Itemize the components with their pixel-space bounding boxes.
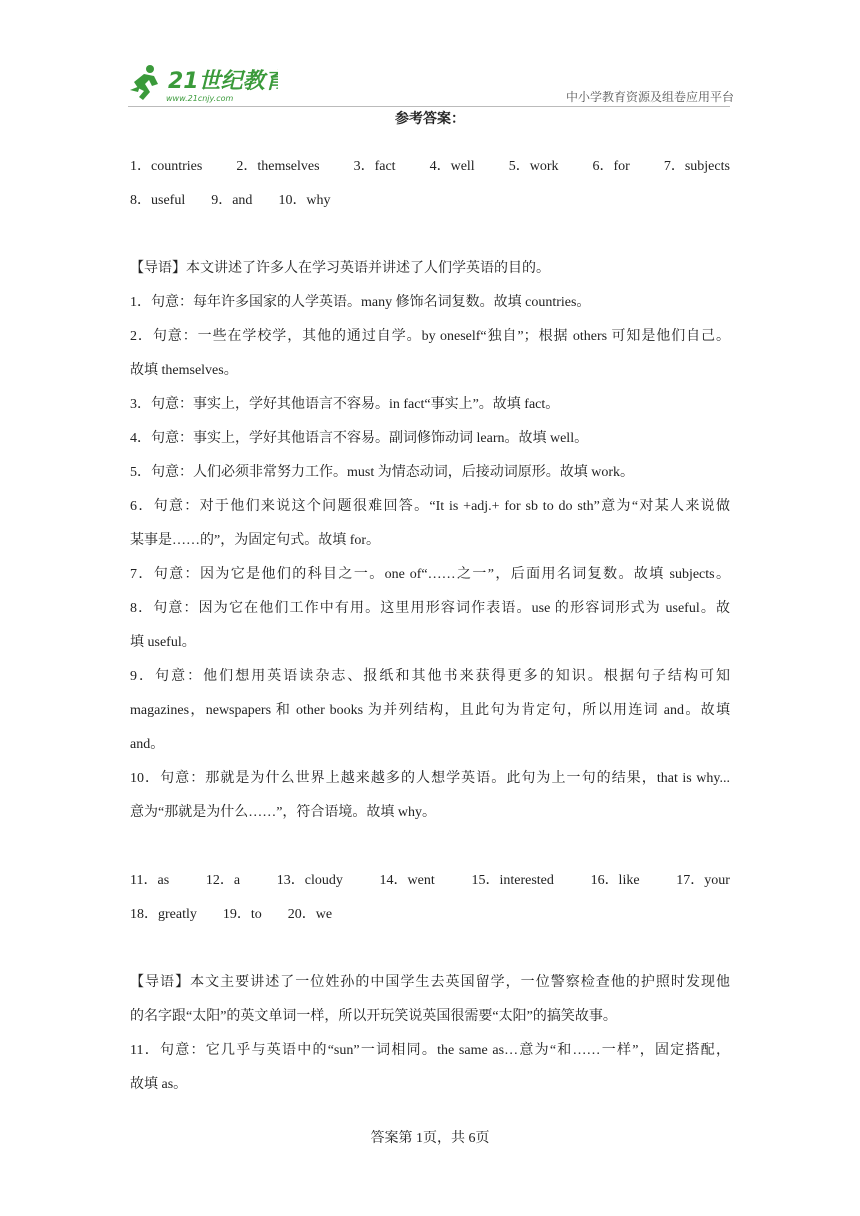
answer-item: 14．went bbox=[379, 873, 435, 888]
answer-item: 7．subjects bbox=[663, 159, 730, 174]
answer-row-3 bbox=[130, 864, 730, 898]
answer-item: 19．to bbox=[222, 907, 262, 922]
answer-item: 15．interested bbox=[471, 873, 554, 888]
explanation-line: 11．句意：它几乎与英语中的“sun”一词相同。the same as…意为“和……一样”，固定搭配， bbox=[130, 1043, 730, 1058]
site-logo bbox=[128, 62, 278, 106]
explanation-line: 故填 themselves。 bbox=[130, 363, 238, 378]
explanation-line: 5．句意：人们必须非常努力工作。must 为情态动词，后接动词原形。故填 work。 bbox=[130, 465, 634, 480]
explanation-line: 1．句意：每年许多国家的人学英语。many 修饰名词复数。故填 countries。 bbox=[130, 295, 591, 310]
explanation-line: 6．句意：对于他们来说这个问题很难回答。“It is +adj.+ for sb to do sth”意为“对某人来说做 bbox=[130, 499, 730, 514]
answer-row-2 bbox=[130, 184, 730, 218]
answer-item: 6．for bbox=[592, 159, 630, 174]
explanation-line: 意为“那就是为什么……”，符合语境。故填 why。 bbox=[130, 805, 437, 820]
answer-item: 9．and bbox=[211, 193, 253, 208]
answer-item: 8．useful bbox=[130, 193, 186, 208]
explanation-line: 故填 as。 bbox=[130, 1077, 188, 1092]
answer-item: 2．themselves bbox=[236, 159, 320, 174]
answer-item: 5．work bbox=[508, 159, 559, 174]
answer-item: 4．well bbox=[429, 159, 475, 174]
explanation-line: 【导语】本文讲述了许多人在学习英语并讲述了人们学英语的目的。 bbox=[130, 261, 550, 276]
answer-item: 3．fact bbox=[353, 159, 396, 174]
explanation-line: magazines，newspapers 和 other books 为并列结构，且此句为肯定句，所以用连词 and。故填 bbox=[130, 703, 730, 718]
explanation-line: 9．句意：他们想用英语读杂志、报纸和其他书来获得更多的知识。根据句子结构可知 bbox=[130, 669, 730, 684]
explanation-line: 【导语】本文主要讲述了一位姓孙的中国学生去英国留学，一位警察检查他的护照时发现他 bbox=[130, 975, 730, 990]
logo-url: www.21cnjy.com bbox=[166, 94, 234, 103]
answer-item: 1．countries bbox=[130, 159, 203, 174]
header-divider bbox=[128, 106, 730, 107]
explanation-line: 7．句意：因为它是他们的科目之一。one of“……之一”，后面用名词复数。故填 subjects。 bbox=[130, 567, 730, 582]
answer-item: 18．greatly bbox=[130, 907, 197, 922]
explanation-line: 8．句意：因为它在他们工作中有用。这里用形容词作表语。use 的形容词形式为 useful。故 bbox=[130, 601, 730, 616]
answer-row-4 bbox=[130, 898, 730, 932]
page-title: 参考答案： bbox=[395, 111, 465, 127]
answer-row-1 bbox=[130, 150, 730, 184]
explanation-line: 2．句意：一些在学校学，其他的通过自学。by oneself“独自”；根据 others 可知是他们自己。 bbox=[130, 329, 730, 344]
explanation-line: 某事是……的”，为固定句式。故填 for。 bbox=[130, 533, 381, 548]
logo-text: 21世纪教育 bbox=[168, 69, 278, 94]
explanation-line: 的名字跟“太阳”的英文单词一样，所以开玩笑说英国很需要“太阳”的搞笑故事。 bbox=[130, 1009, 617, 1024]
explanation-line: 填 useful。 bbox=[130, 635, 196, 650]
answer-item: 10．why bbox=[278, 193, 331, 208]
answer-item: 17．your bbox=[676, 873, 730, 888]
explanation-line: and。 bbox=[130, 737, 165, 752]
answer-item: 11．as bbox=[130, 873, 170, 888]
answer-item: 13．cloudy bbox=[276, 873, 343, 888]
answer-content bbox=[130, 150, 730, 1102]
page-footer: 答案第 1页，共 6页 bbox=[370, 1131, 490, 1146]
answer-item: 20．we bbox=[287, 907, 333, 922]
explanation-line: 3．句意：事实上，学好其他语言不容易。in fact“事实上”。故填 fact。 bbox=[130, 397, 560, 412]
explanation-line: 4．句意：事实上，学好其他语言不容易。副词修饰动词 learn。故填 well。 bbox=[130, 431, 589, 446]
answer-item: 12．a bbox=[205, 873, 241, 888]
explanation-line: 10．句意：那就是为什么世界上越来越多的人想学英语。此句为上一句的结果，that is why... bbox=[130, 771, 730, 786]
platform-name: 中小学教育资源及组卷应用平台 bbox=[566, 90, 735, 104]
answer-item: 16．like bbox=[590, 873, 640, 888]
